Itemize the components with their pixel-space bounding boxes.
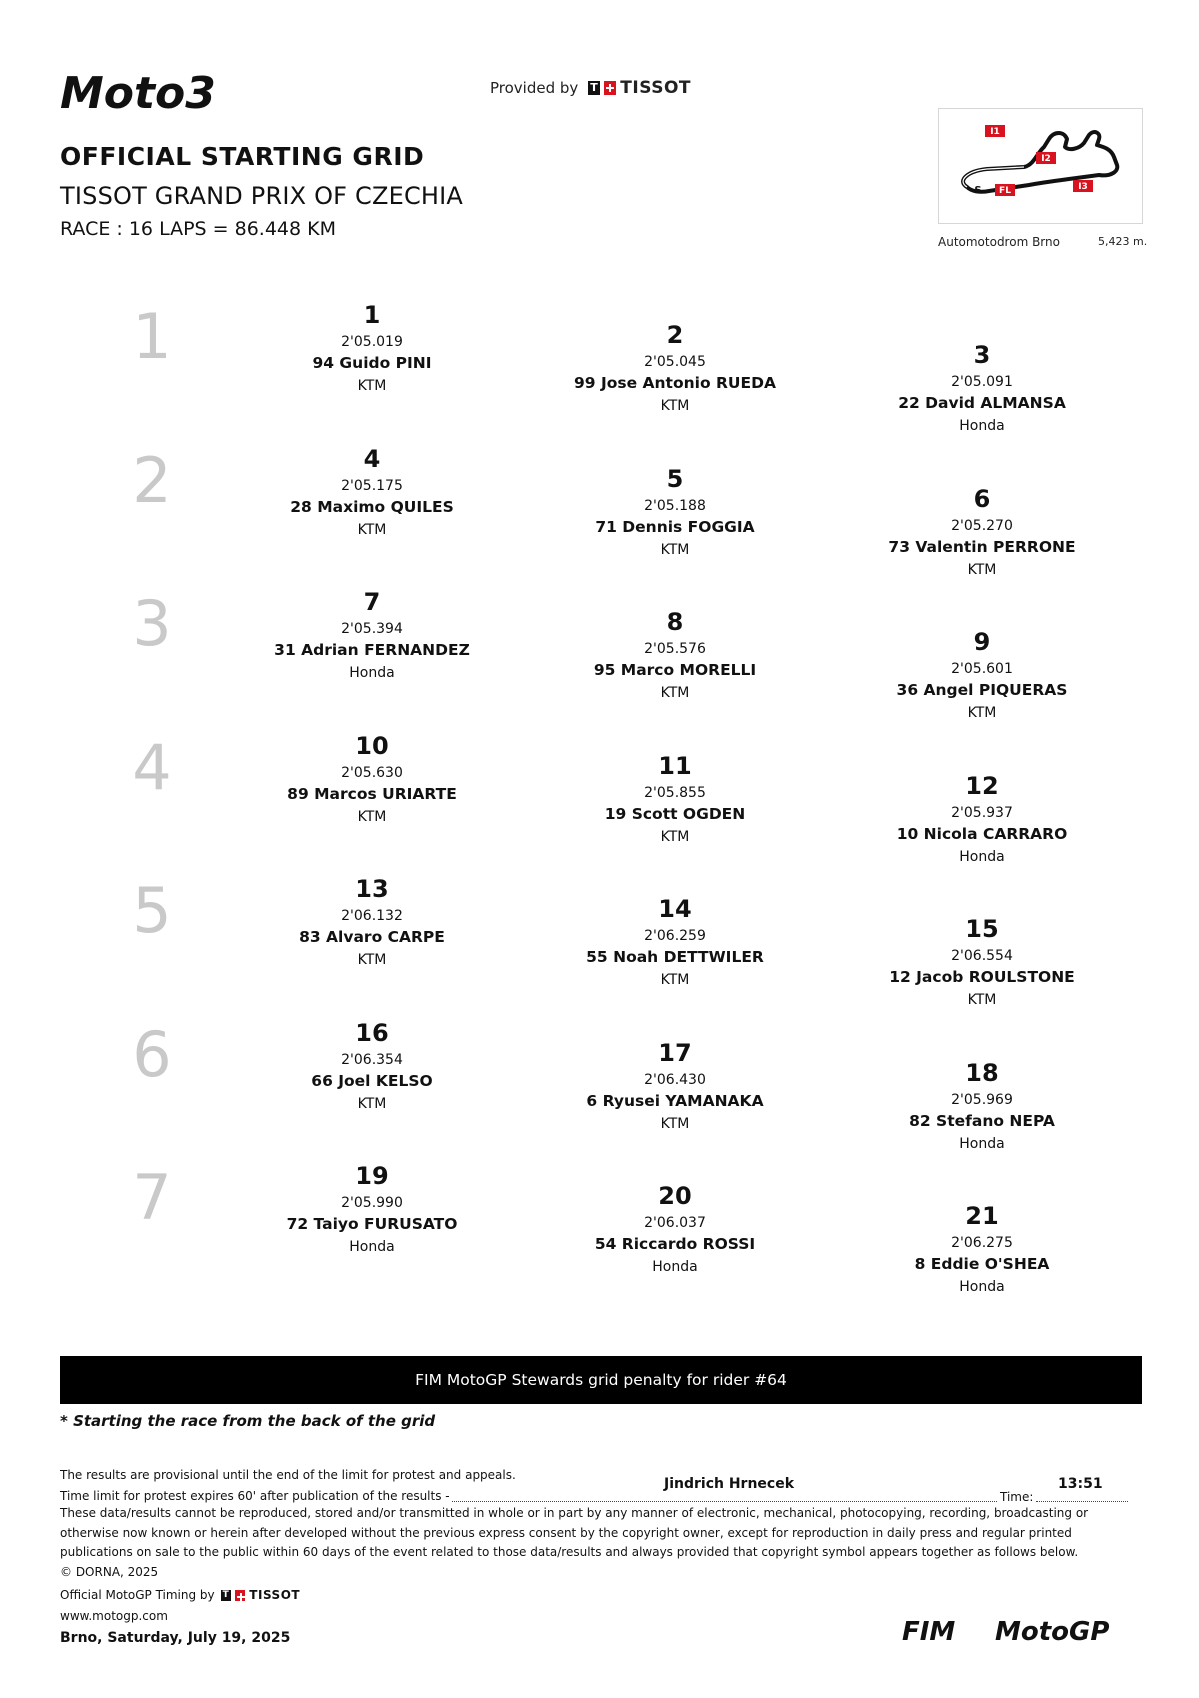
- constructor: Honda: [349, 665, 395, 681]
- website: www.motogp.com: [60, 1609, 168, 1623]
- constructor: KTM: [357, 1095, 387, 1112]
- constructor: Honda: [959, 1135, 1005, 1152]
- tissot-small-t-icon: T: [222, 1589, 230, 1600]
- timing-by-label: Official MotoGP Timing by: [60, 1588, 215, 1602]
- time-value: 13:51: [1058, 1476, 1103, 1492]
- constructor: KTM: [357, 378, 387, 394]
- penalty-banner: FIM MotoGP Stewards grid penalty for rider #64: [60, 1356, 1142, 1404]
- grid-slot: [242, 444, 502, 541]
- grid-position: 13: [355, 875, 389, 903]
- grid-slot: [242, 300, 502, 397]
- grid-slot: [545, 751, 805, 848]
- constructor: KTM: [660, 828, 690, 845]
- event-name: TISSOT GRAND PRIX OF CZECHIA: [60, 182, 464, 210]
- track-map-icon: [939, 109, 1142, 223]
- constructor: Honda: [959, 848, 1005, 865]
- grid-row-number: 1: [132, 300, 172, 373]
- rider-name: 94 Guido PINI: [312, 354, 432, 372]
- grid-position: 12: [965, 771, 999, 800]
- track-name: Automotodrom Brno: [938, 235, 1060, 249]
- grid-position: 8: [666, 608, 684, 636]
- rider-name: 28 Maximo QUILES: [290, 497, 454, 516]
- provisional-notice: The results are provisional until the end of the limit for protest and appeals.: [60, 1468, 516, 1482]
- lap-time: 2'05.394: [341, 621, 403, 637]
- provided-by-label: Provided by: [490, 79, 579, 97]
- grid-row-number: 7: [132, 1161, 172, 1234]
- rider-name: 12 Jacob ROULSTONE: [889, 968, 1075, 986]
- timing-by: [60, 1585, 300, 1605]
- race-distance: RACE : 16 LAPS = 86.448 KM: [60, 218, 336, 240]
- grid-slot: [545, 607, 805, 704]
- constructor: KTM: [967, 561, 997, 578]
- grid-slot: [242, 1161, 502, 1258]
- grid-position: 3: [973, 341, 991, 369]
- rider-name: 73 Valentin PERRONE: [888, 537, 1076, 556]
- grid-position: 20: [658, 1182, 692, 1210]
- grid-slot: [852, 340, 1112, 437]
- constructor: KTM: [357, 521, 387, 538]
- constructor: KTM: [660, 685, 690, 701]
- lap-time: 2'05.019: [341, 334, 403, 350]
- lap-time: 2'06.037: [644, 1215, 706, 1231]
- constructor: KTM: [660, 398, 690, 414]
- rider-name: 8 Eddie O'SHEA: [914, 1255, 1050, 1273]
- grid-row-number: 2: [132, 443, 172, 517]
- track-length: 5,423 m.: [1098, 235, 1148, 248]
- rider-name: 19 Scott OGDEN: [604, 804, 746, 823]
- tissot-logo: [588, 78, 691, 98]
- rider-name: 66 Joel KELSO: [311, 1071, 433, 1090]
- rider-name: 72 Taiyo FURUSATO: [286, 1215, 458, 1233]
- protest-notice-text: Time limit for protest expires 60' after publication of the results -: [60, 1489, 450, 1503]
- grid-slot: [852, 1058, 1112, 1155]
- lap-time: 2'06.275: [951, 1235, 1013, 1251]
- grid-position: 19: [355, 1162, 389, 1190]
- constructor: KTM: [660, 972, 690, 988]
- grid-slot: [242, 587, 502, 684]
- grid-slot: [852, 627, 1112, 724]
- moto3-logo: [60, 70, 285, 114]
- time-label: Time:: [1000, 1490, 1034, 1504]
- grid-position: 7: [363, 588, 381, 616]
- lap-time: 2'06.132: [341, 908, 403, 924]
- grid-slot: [852, 484, 1112, 581]
- rider-name: 82 Stefano NEPA: [909, 1111, 1055, 1130]
- constructor: KTM: [967, 992, 997, 1008]
- grid-slot: [545, 1038, 805, 1135]
- rider-name: 95 Marco MORELLI: [593, 661, 757, 679]
- rider-name: 36 Angel PIQUERAS: [896, 681, 1068, 699]
- constructor: KTM: [967, 705, 997, 721]
- lap-time: 2'06.430: [644, 1071, 706, 1088]
- grid-position: 6: [973, 484, 991, 513]
- lap-time: 2'06.354: [341, 1051, 403, 1068]
- grid-row-number: 4: [132, 730, 172, 804]
- lap-time: 2'05.270: [951, 517, 1013, 534]
- penalty-note: * Starting the race from the back of the grid: [60, 1412, 436, 1430]
- protest-notice: [60, 1486, 450, 1506]
- grid-row-number: 6: [132, 1017, 172, 1091]
- constructor: KTM: [660, 541, 690, 558]
- grid-position: 4: [363, 444, 381, 473]
- swiss-cross-icon: [604, 81, 616, 95]
- lap-time: 2'05.855: [644, 784, 706, 801]
- legal-disclaimer: These data/results cannot be reproduced, stored and/or transmitted in whole or in part by any manner of electronic, mechanical, photocopying, recording, broadcasting or otherwise now known or herein after developed without the previous express consent by the copyright owner, except for reproduction in daily press and regular printed publications on sale to the public within 60 days of the event related to those data/results and always provided that copyright symbol appears together as follows below.: [60, 1506, 1089, 1559]
- grid-row-number: 5: [132, 874, 172, 947]
- constructor: KTM: [357, 808, 387, 825]
- lap-time: 2'05.601: [951, 661, 1013, 677]
- constructor: Honda: [959, 418, 1005, 434]
- fim-logo: FIM: [902, 1617, 956, 1646]
- lap-time: 2'05.188: [644, 497, 706, 514]
- grid-row-number: 3: [132, 587, 172, 660]
- tissot-t-icon: T: [590, 81, 599, 94]
- grid-position: 5: [666, 464, 684, 493]
- constructor: Honda: [652, 1259, 698, 1275]
- constructor: Honda: [349, 1239, 395, 1255]
- page-title: OFFICIAL STARTING GRID: [60, 142, 425, 171]
- track-marker-i1: I1: [990, 127, 1000, 137]
- grid-slot: [852, 914, 1112, 1011]
- constructor: Honda: [959, 1279, 1005, 1295]
- grid-slot: [242, 731, 502, 828]
- lap-time: 2'05.091: [951, 374, 1013, 390]
- lap-time: 2'05.990: [341, 1195, 403, 1211]
- lap-time: 2'05.175: [341, 477, 403, 494]
- provided-by: [490, 78, 691, 98]
- track-marker-start: S: [974, 185, 982, 196]
- swiss-cross-small-icon: [235, 1590, 245, 1601]
- grid-position: 15: [965, 915, 999, 943]
- grid-slot: [545, 894, 805, 991]
- lap-time: 2'06.259: [644, 928, 706, 944]
- grid-position: 18: [965, 1058, 999, 1087]
- rider-name: 99 Jose Antonio RUEDA: [574, 374, 776, 392]
- track-marker-i2: I2: [1041, 154, 1051, 164]
- grid-slot: [545, 320, 805, 417]
- rider-name: 71 Dennis FOGGIA: [595, 517, 755, 536]
- grid-position: 17: [658, 1038, 692, 1067]
- grid-slot: [852, 771, 1112, 868]
- grid-position: 9: [973, 628, 991, 656]
- lap-time: 2'05.969: [951, 1091, 1013, 1108]
- tissot-small-logo: [221, 1585, 300, 1605]
- motogp-logo: MotoGP: [995, 1617, 1110, 1646]
- track-marker-finish: FL: [999, 186, 1011, 196]
- grid-slot: [545, 1181, 805, 1278]
- signature-line: [452, 1500, 997, 1502]
- grid-position: 2: [666, 321, 684, 349]
- grid-slot: [545, 464, 805, 561]
- lap-time: 2'05.576: [644, 641, 706, 657]
- lap-time: 2'06.554: [951, 948, 1013, 964]
- moto3-logo-text: Moto3: [60, 70, 216, 114]
- time-line: [1036, 1500, 1128, 1502]
- lap-time: 2'05.937: [951, 804, 1013, 821]
- event-date: Brno, Saturday, July 19, 2025: [60, 1630, 291, 1646]
- grid-position: 16: [355, 1018, 389, 1047]
- rider-name: 31 Adrian FERNANDEZ: [274, 641, 470, 659]
- constructor: KTM: [660, 1115, 690, 1132]
- rider-name: 22 David ALMANSA: [898, 394, 1066, 412]
- lap-time: 2'05.630: [341, 764, 403, 781]
- rider-name: 55 Noah DETTWILER: [586, 948, 764, 966]
- track-map: [938, 108, 1143, 224]
- lap-time: 2'05.045: [644, 354, 706, 370]
- rider-name: 10 Nicola CARRARO: [896, 824, 1068, 843]
- grid-position: 21: [965, 1202, 999, 1230]
- bottom-logos: [900, 1612, 1140, 1646]
- rider-name: 89 Marcos URIARTE: [287, 784, 457, 803]
- grid-position: 14: [658, 895, 692, 923]
- grid-slot: [852, 1201, 1112, 1298]
- copyright: © DORNA, 2025: [60, 1565, 159, 1579]
- grid-position: 11: [658, 751, 692, 780]
- grid-position: 10: [355, 731, 389, 760]
- track-marker-i3: I3: [1078, 182, 1088, 192]
- grid-position: 1: [363, 301, 381, 329]
- tissot-small-logo-text: TISSOT: [249, 1588, 301, 1602]
- grid-slot: [242, 1018, 502, 1115]
- rider-name: 83 Alvaro CARPE: [299, 928, 445, 946]
- grid-slot: [242, 874, 502, 971]
- official-name: Jindrich Hrnecek: [664, 1476, 795, 1492]
- rider-name: 54 Riccardo ROSSI: [594, 1235, 756, 1253]
- constructor: KTM: [357, 952, 387, 968]
- tissot-logo-text: TISSOT: [620, 78, 691, 98]
- rider-name: 6 Ryusei YAMANAKA: [586, 1091, 764, 1110]
